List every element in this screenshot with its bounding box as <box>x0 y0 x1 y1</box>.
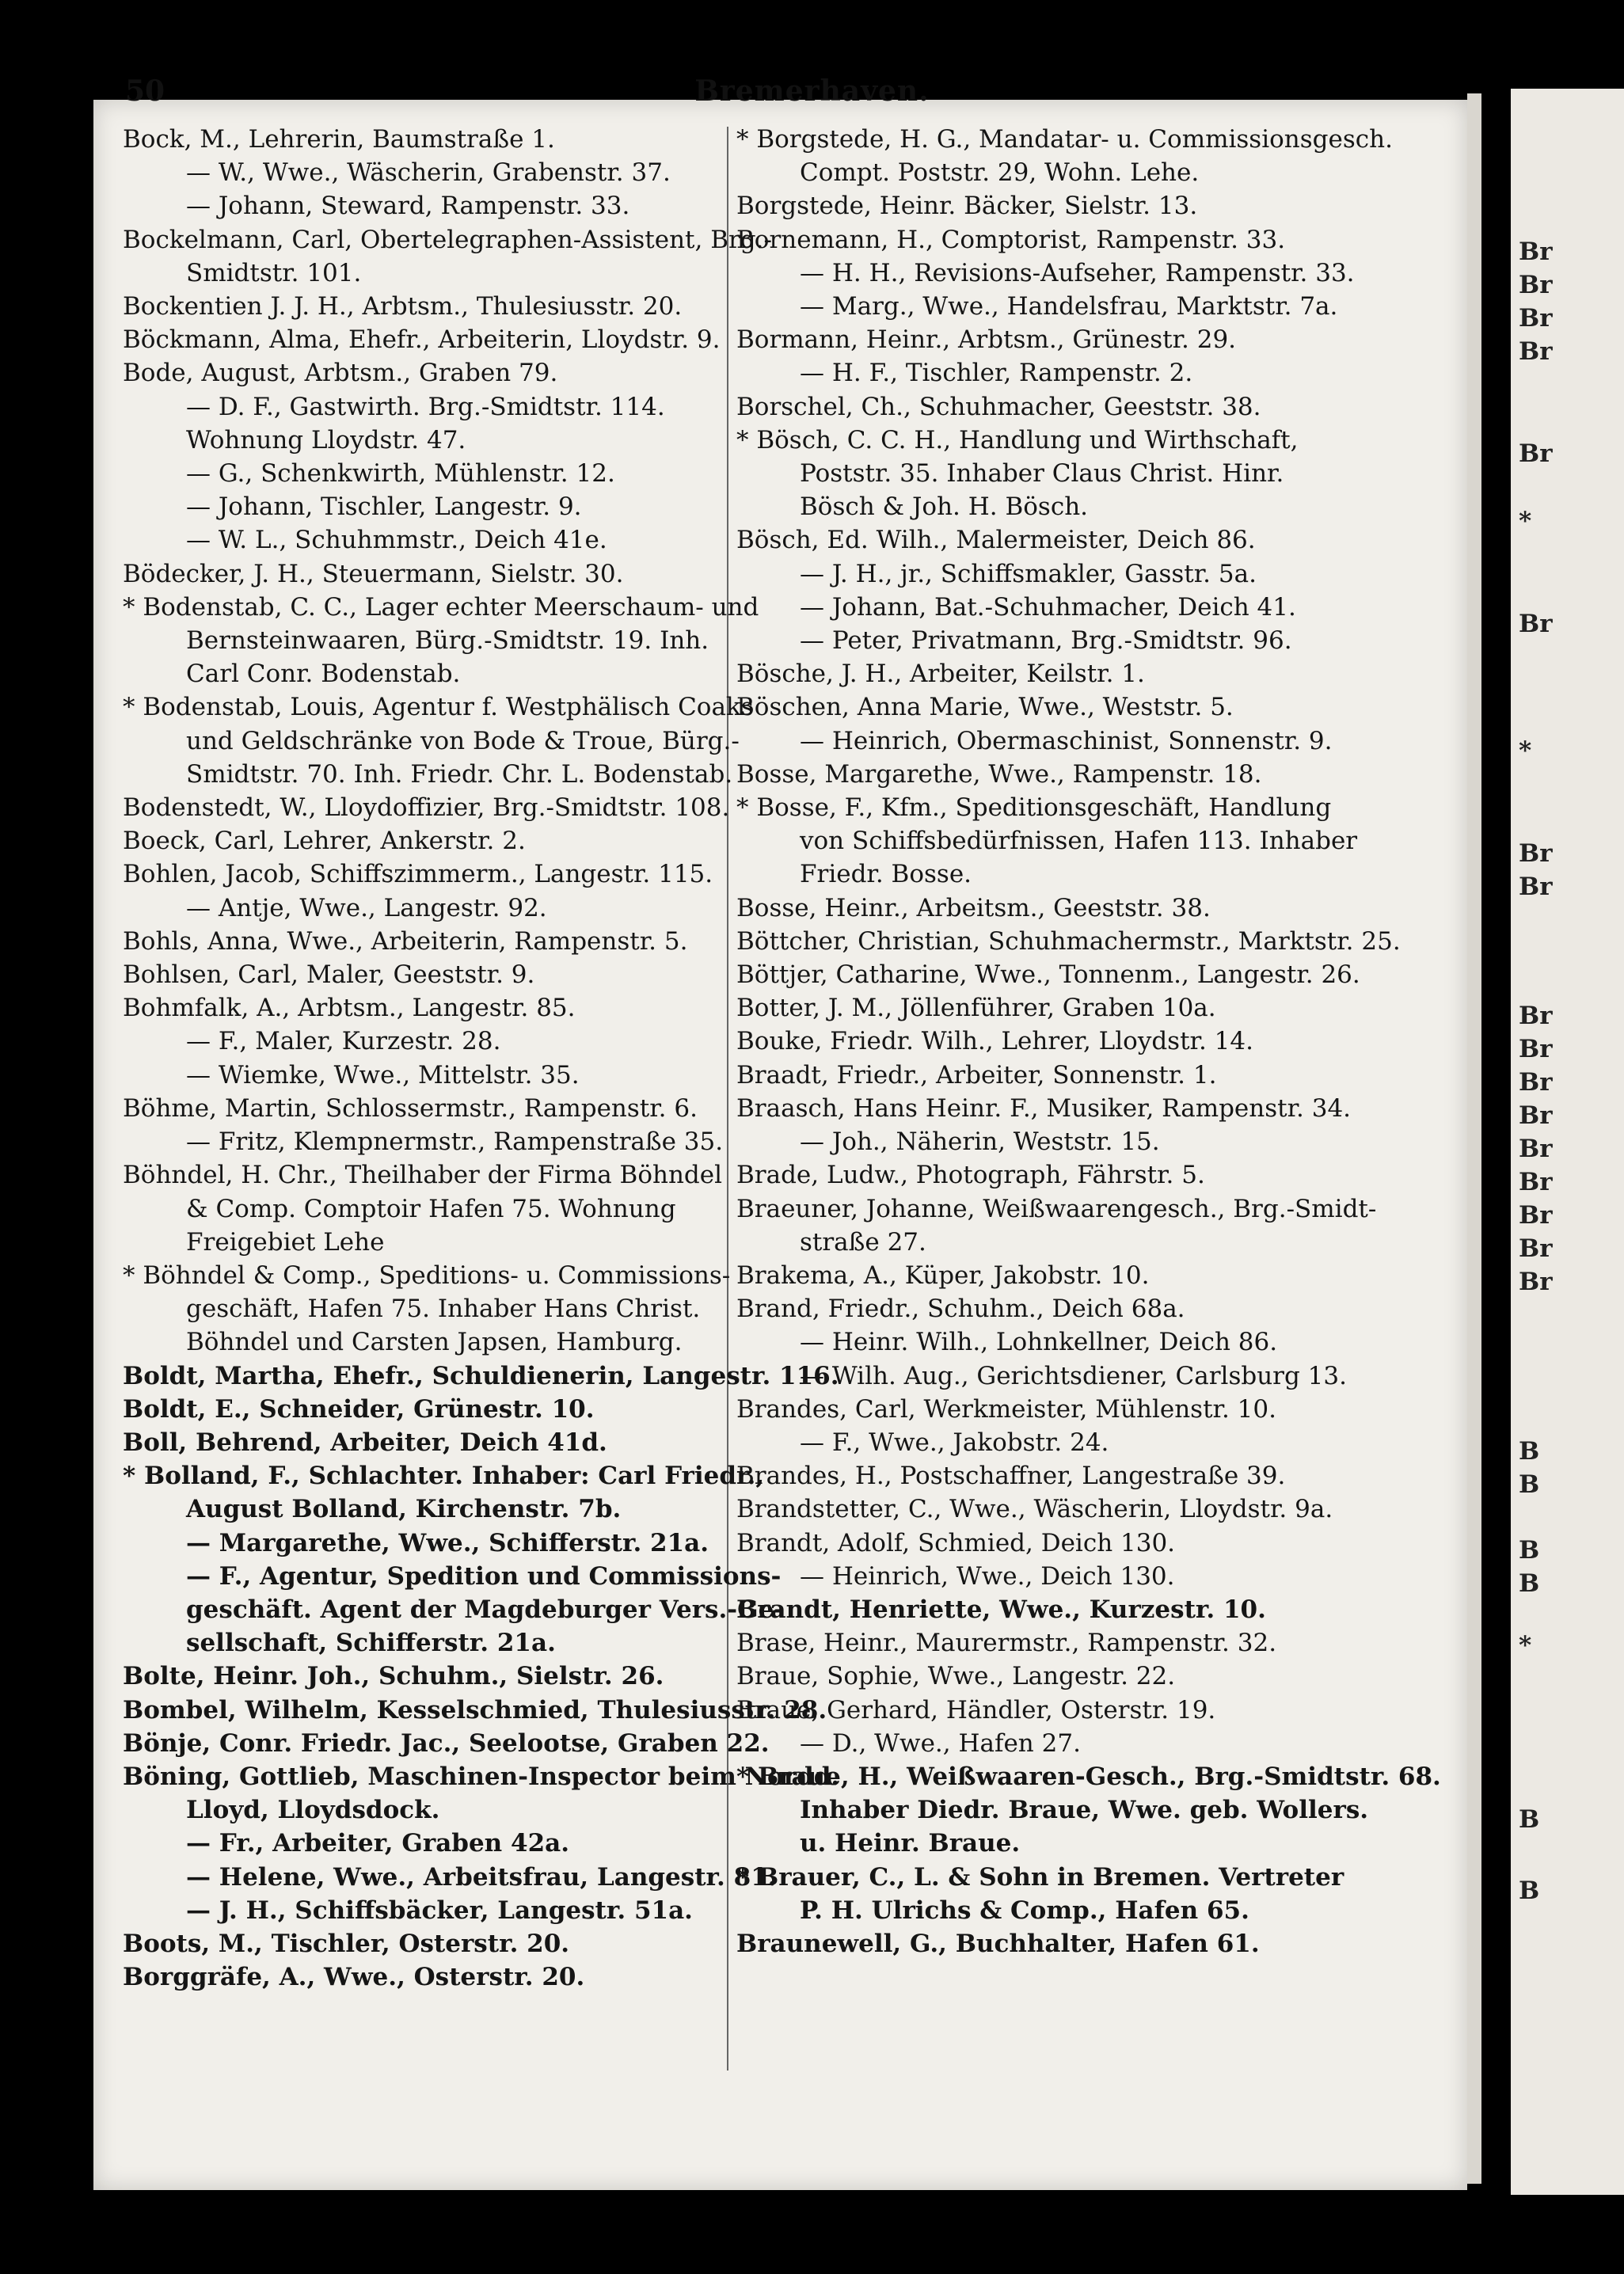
directory-entry: — Antje, Wwe., Langestr. 92. <box>186 893 547 922</box>
directory-entry: Brandstetter, C., Wwe., Wäscherin, Lloydstr. 9a. <box>736 1495 1333 1524</box>
directory-entry: * Bösch, C. C. H., Handlung und Wirthschaft, <box>736 425 1299 454</box>
next-page-fragment: * <box>1519 736 1532 765</box>
directory-entry: — Peter, Privatmann, Brg.-Smidtstr. 96. <box>800 626 1292 656</box>
directory-entry: Bösch, Ed. Wilh., Malermeister, Deich 86. <box>736 526 1256 555</box>
directory-entry: * Bosse, F., Kfm., Speditionsgeschäft, Handlung <box>736 793 1332 823</box>
directory-entry: * Bodenstab, C. C., Lager echter Meerschaum- und <box>123 592 759 622</box>
directory-entry: Bösche, J. H., Arbeiter, Keilstr. 1. <box>736 660 1145 689</box>
next-page-fragment: Br <box>1519 1234 1553 1263</box>
directory-entry: und Geldschränke von Bode & Troue, Bürg.- <box>186 726 740 755</box>
next-page-fragment: B <box>1519 1536 1540 1565</box>
directory-entry: — D., Wwe., Hafen 27. <box>800 1728 1081 1758</box>
directory-entry: Brandes, H., Postschaffner, Langestraße 39. <box>736 1462 1286 1491</box>
directory-entry: * Borgstede, H. G., Mandatar- u. Commissionsgesch. <box>736 125 1393 154</box>
directory-entry: Freigebiet Lehe <box>186 1227 385 1257</box>
directory-entry: Smidtstr. 101. <box>186 258 362 287</box>
directory-entry: Brase, Heinr., Maurermstr., Rampenstr. 32. <box>736 1629 1277 1658</box>
directory-entry: Lloyd, Lloydsdock. <box>186 1796 440 1825</box>
directory-entry: Bösch & Joh. H. Bösch. <box>800 492 1089 522</box>
directory-entry: Brandt, Adolf, Schmied, Deich 130. <box>736 1528 1176 1557</box>
page-number: 50 <box>125 74 165 108</box>
directory-entry: August Bolland, Kirchenstr. 7b. <box>186 1495 622 1524</box>
directory-entry: — Marg., Wwe., Handelsfrau, Marktstr. 7a. <box>800 292 1338 321</box>
directory-entry: Braadt, Friedr., Arbeiter, Sonnenstr. 1. <box>736 1060 1217 1089</box>
directory-entry: Böttcher, Christian, Schuhmachermstr., Marktstr. 25. <box>736 926 1401 956</box>
directory-entry: Bosse, Margarethe, Wwe., Rampenstr. 18. <box>736 759 1262 789</box>
directory-entry: — Margarethe, Wwe., Schifferstr. 21a. <box>186 1528 709 1557</box>
next-page-fragment: Br <box>1519 1035 1553 1063</box>
directory-entry: — Johann, Bat.-Schuhmacher, Deich 41. <box>800 592 1296 622</box>
directory-entry: Borgstede, Heinr. Bäcker, Sielstr. 13. <box>736 192 1198 221</box>
directory-entry: Bombel, Wilhelm, Kesselschmied, Thulesiusstr. 28. <box>123 1695 827 1725</box>
directory-entry: * Böhndel & Comp., Speditions- u. Commissions- <box>123 1261 731 1290</box>
directory-entry: Bönje, Conr. Friedr. Jac., Seelootse, Graben 22. <box>123 1728 770 1758</box>
directory-entry: Bode, August, Arbtsm., Graben 79. <box>123 359 558 388</box>
directory-entry: Bornemann, H., Comptorist, Rampenstr. 33. <box>736 225 1286 254</box>
next-page-fragment: Br <box>1519 271 1553 299</box>
page-title: Bremerhaven. <box>694 74 930 108</box>
directory-entry: * Bolland, F., Schlachter. Inhaber: Carl Friedr., <box>123 1462 765 1491</box>
directory-entry: geschäft. Agent der Magdeburger Vers.-Ge- <box>186 1595 785 1624</box>
next-page-fragment: Br <box>1519 304 1553 333</box>
directory-entry: — F., Maler, Kurzestr. 28. <box>186 1027 501 1056</box>
directory-entry: * Braue, H., Weißwaaren-Gesch., Brg.-Smidtstr. 68. <box>736 1762 1441 1791</box>
directory-entry: Bock, M., Lehrerin, Baumstraße 1. <box>123 125 555 154</box>
directory-entry: — Johann, Steward, Rampenstr. 33. <box>186 192 630 221</box>
next-page-fragment: B <box>1519 1805 1540 1834</box>
next-page-fragment: B <box>1519 1437 1540 1466</box>
directory-entry: Inhaber Diedr. Braue, Wwe. geb. Wollers. <box>800 1796 1369 1825</box>
directory-entry: * Bodenstab, Louis, Agentur f. Westphälisch Coaks <box>123 693 754 722</box>
directory-entry: Compt. Poststr. 29, Wohn. Lehe. <box>800 158 1200 188</box>
directory-entry: Böhndel, H. Chr., Theilhaber der Firma Böhndel <box>123 1161 723 1190</box>
directory-entry: — Wilh. Aug., Gerichtsdiener, Carlsburg 13. <box>800 1361 1347 1390</box>
directory-entry: — D. F., Gastwirth. Brg.-Smidtstr. 114. <box>186 392 665 421</box>
directory-entry: — Helene, Wwe., Arbeitsfrau, Langestr. 81. <box>186 1862 777 1892</box>
directory-entry: — Joh., Näherin, Weststr. 15. <box>800 1127 1160 1157</box>
directory-entry: — G., Schenkwirth, Mühlenstr. 12. <box>186 459 615 489</box>
next-page-fragment: B <box>1519 1877 1540 1905</box>
directory-entry: P. H. Ulrichs & Comp., Hafen 65. <box>800 1896 1249 1925</box>
directory-entry: u. Heinr. Braue. <box>800 1829 1021 1858</box>
directory-entry: Brandes, Carl, Werkmeister, Mühlenstr. 10. <box>736 1394 1276 1424</box>
directory-entry: Borschel, Ch., Schuhmacher, Geeststr. 38. <box>736 392 1261 421</box>
directory-entry: Braasch, Hans Heinr. F., Musiker, Rampenstr. 34. <box>736 1093 1352 1123</box>
directory-entry: Carl Conr. Bodenstab. <box>186 660 461 689</box>
directory-entry: Bosse, Heinr., Arbeitsm., Geeststr. 38. <box>736 893 1211 922</box>
next-page-fragment: Br <box>1519 1201 1553 1230</box>
directory-entry: — Heinrich, Wwe., Deich 130. <box>800 1561 1175 1591</box>
next-page-fragment: Br <box>1519 1002 1553 1030</box>
next-page-fragment: B <box>1519 1569 1540 1598</box>
directory-entry: Böttjer, Catharine, Wwe., Tonnenm., Langestr. 26. <box>736 960 1360 990</box>
directory-entry: Wohnung Lloydstr. 47. <box>186 425 466 454</box>
directory-entry: Böhndel und Carsten Japsen, Hamburg. <box>186 1328 683 1357</box>
next-page-fragment: Br <box>1519 1101 1553 1130</box>
directory-entry: Bohmfalk, A., Arbtsm., Langestr. 85. <box>123 994 576 1023</box>
directory-entry: Bodenstedt, W., Lloydoffizier, Brg.-Smidtstr. 108. <box>123 793 730 823</box>
right-column <box>736 123 1441 1960</box>
directory-entry: Böschen, Anna Marie, Wwe., Weststr. 5. <box>736 693 1234 722</box>
directory-entry: Bödecker, J. H., Steuermann, Sielstr. 30. <box>123 559 624 588</box>
page-edge <box>1467 93 1481 2184</box>
directory-entry: Bohlen, Jacob, Schiffszimmerm., Langestr. 115. <box>123 860 713 889</box>
directory-entry: — Johann, Tischler, Langestr. 9. <box>186 492 582 522</box>
next-page-fragment: Br <box>1519 238 1553 266</box>
directory-entry: * Brauer, C., L. & Sohn in Bremen. Vertreter <box>736 1862 1344 1892</box>
directory-entry: sellschaft, Schifferstr. 21a. <box>186 1629 556 1658</box>
directory-entry: straße 27. <box>800 1227 926 1257</box>
next-page-fragment: Br <box>1519 1135 1553 1163</box>
directory-entry: — F., Wwe., Jakobstr. 24. <box>800 1428 1109 1457</box>
directory-entry: Braunewell, G., Buchhalter, Hafen 61. <box>736 1929 1260 1958</box>
next-page-strip <box>1511 89 1624 2195</box>
directory-entry: Brandt, Henriette, Wwe., Kurzestr. 10. <box>736 1595 1266 1624</box>
directory-entry: — J. H., Schiffsbäcker, Langestr. 51a. <box>186 1896 693 1925</box>
directory-entry: Borggräfe, A., Wwe., Osterstr. 20. <box>123 1963 585 1992</box>
directory-entry: Bormann, Heinr., Arbtsm., Grünestr. 29. <box>736 325 1237 355</box>
directory-entry: Boldt, E., Schneider, Grünestr. 10. <box>123 1394 595 1424</box>
directory-entry: — Fr., Arbeiter, Graben 42a. <box>186 1829 570 1858</box>
next-page-fragment: * <box>1519 507 1532 535</box>
next-page-fragment: * <box>1519 1631 1532 1660</box>
directory-entry: — Fritz, Klempnermstr., Rampenstraße 35. <box>186 1127 724 1157</box>
directory-entry: Bernsteinwaaren, Bürg.-Smidtstr. 19. Inh. <box>186 626 709 656</box>
next-page-fragment: Br <box>1519 337 1553 366</box>
next-page-fragment: Br <box>1519 1068 1553 1097</box>
directory-entry: Bouke, Friedr. Wilh., Lehrer, Lloydstr. 14. <box>736 1027 1253 1056</box>
directory-entry: Böckmann, Alma, Ehefr., Arbeiterin, Lloydstr. 9. <box>123 325 721 355</box>
left-column <box>123 123 840 1994</box>
directory-entry: & Comp. Comptoir Hafen 75. Wohnung <box>186 1194 676 1223</box>
directory-entry: Boll, Behrend, Arbeiter, Deich 41d. <box>123 1428 607 1457</box>
next-page-fragment: Br <box>1519 610 1553 638</box>
directory-entry: — J. H., jr., Schiffsmakler, Gasstr. 5a. <box>800 559 1257 588</box>
directory-entry: von Schiffsbedürfnissen, Hafen 113. Inhaber <box>800 827 1358 856</box>
directory-entry: Boldt, Martha, Ehefr., Schuldienerin, Langestr. 116. <box>123 1361 839 1390</box>
directory-entry: Bockelmann, Carl, Obertelegraphen-Assistent, Brg.- <box>123 225 772 254</box>
directory-entry: — Heinrich, Obermaschinist, Sonnenstr. 9. <box>800 726 1333 755</box>
directory-entry: Bolte, Heinr. Joh., Schuhm., Sielstr. 26. <box>123 1662 664 1691</box>
next-page-fragment: Br <box>1519 439 1553 468</box>
next-page-fragment: B <box>1519 1470 1540 1499</box>
directory-entry: — Wiemke, Wwe., Mittelstr. 35. <box>186 1060 580 1089</box>
directory-entry: Boeck, Carl, Lehrer, Ankerstr. 2. <box>123 827 526 856</box>
directory-entry: Bohls, Anna, Wwe., Arbeiterin, Rampenstr. 5. <box>123 926 688 956</box>
directory-entry: — H. F., Tischler, Rampenstr. 2. <box>800 359 1193 388</box>
directory-entry: — W. L., Schuhmmstr., Deich 41e. <box>186 526 607 555</box>
directory-entry: Friedr. Bosse. <box>800 860 972 889</box>
directory-entry: — F., Agentur, Spedition und Commissions- <box>186 1561 782 1591</box>
directory-entry: geschäft, Hafen 75. Inhaber Hans Christ. <box>186 1295 701 1324</box>
directory-entry: Brand, Friedr., Schuhm., Deich 68a. <box>736 1295 1185 1324</box>
directory-entry: Böning, Gottlieb, Maschinen-Inspector beim Nordd. <box>123 1762 840 1791</box>
directory-entry: Bohlsen, Carl, Maler, Geeststr. 9. <box>123 960 535 990</box>
directory-entry: Smidtstr. 70. Inh. Friedr. Chr. L. Bodenstab. <box>186 759 733 789</box>
directory-entry: Boots, M., Tischler, Osterstr. 20. <box>123 1929 570 1958</box>
directory-entry: — W., Wwe., Wäscherin, Grabenstr. 37. <box>186 158 671 188</box>
directory-entry: Bockentien J. J. H., Arbtsm., Thulesiusstr. 20. <box>123 292 683 321</box>
next-page-fragment: Br <box>1519 839 1553 868</box>
next-page-fragment: Br <box>1519 1168 1553 1196</box>
directory-entry: — Heinr. Wilh., Lohnkellner, Deich 86. <box>800 1328 1278 1357</box>
next-page-fragment: Br <box>1519 873 1553 901</box>
directory-entry: Braeuner, Johanne, Weißwaarengesch., Brg.-Smidt- <box>736 1194 1377 1223</box>
directory-entry: Botter, J. M., Jöllenführer, Graben 10a. <box>736 994 1216 1023</box>
directory-entry: Brakema, A., Küper, Jakobstr. 10. <box>736 1261 1150 1290</box>
directory-entry: Braue, Sophie, Wwe., Langestr. 22. <box>736 1662 1176 1691</box>
next-page-fragment: Br <box>1519 1268 1553 1296</box>
directory-entry: Braue, Gerhard, Händler, Osterstr. 19. <box>736 1695 1216 1725</box>
directory-entry: Brade, Ludw., Photograph, Fährstr. 5. <box>736 1161 1205 1190</box>
directory-entry: — H. H., Revisions-Aufseher, Rampenstr. 33. <box>800 258 1355 287</box>
directory-entry: Böhme, Martin, Schlossermstr., Rampenstr. 6. <box>123 1093 698 1123</box>
directory-entry: Poststr. 35. Inhaber Claus Christ. Hinr. <box>800 459 1284 489</box>
